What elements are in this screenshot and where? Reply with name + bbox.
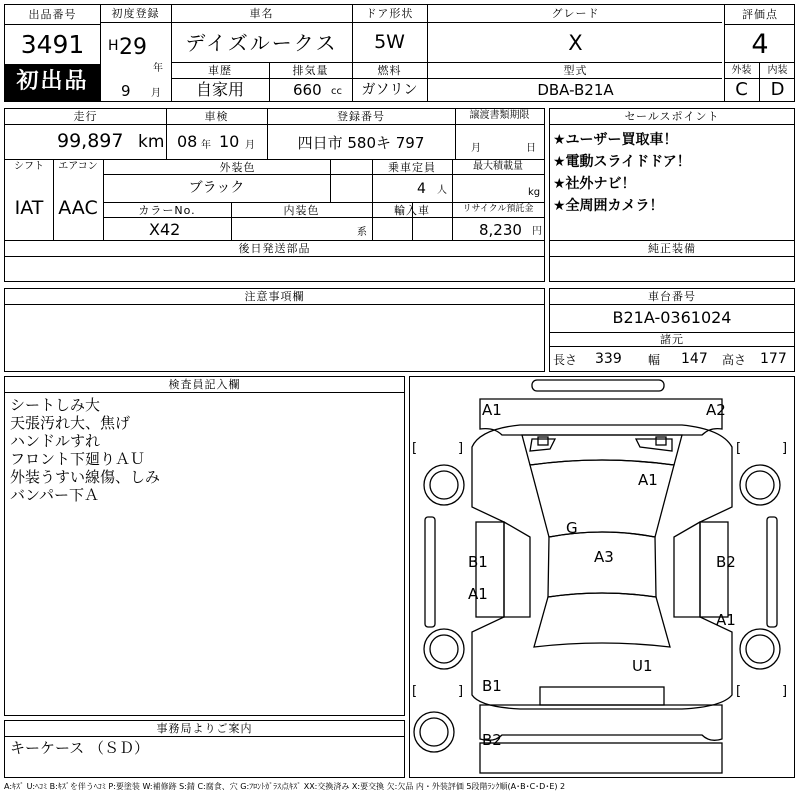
type-label: 型式 [563,64,588,77]
color-label: 外装色 [219,161,256,174]
interior-label: 内装 [767,65,788,76]
height-value: 177 [760,351,787,367]
later-parts-block [4,240,545,282]
damage-mark: B1 [482,677,502,695]
inspector-line-4: フロント下廻りＡＵ [10,450,146,468]
door-value: 5W [374,31,405,53]
bracket-mark: [ [412,441,418,456]
plate-label: 登録番号 [337,110,385,123]
color-no-label: カラーNo. [138,204,196,217]
fuel-value: ガソリン [361,82,418,98]
header-block [4,4,795,102]
capacity-value: 4 [417,181,426,197]
chassis-block [549,288,795,372]
transfer-day-unit: 日 [526,143,536,154]
notes-label: 注意事項欄 [244,290,305,303]
bracket-mark: [ [736,684,742,699]
load-unit: kg [528,187,541,198]
history-value: 自家用 [195,80,244,99]
displacement-label: 排気量 [292,64,329,77]
damage-mark: A1 [638,471,658,489]
damage-mark: A1 [716,611,736,629]
inspection-month-unit: 月 [245,140,255,151]
bracket-mark: [ [736,441,742,456]
recycle-unit: 円 [532,226,542,237]
genuine-label: 純正装備 [648,242,696,255]
displacement-value: 660 [293,81,322,99]
interior-color-unit: 系 [357,227,367,238]
bracket-mark: ] [782,684,788,699]
car-diagram-block [409,376,795,778]
width-label: 幅 [648,353,661,367]
inspector-line-2: 天張汚れ大、焦げ [10,414,131,432]
plate-value: 四日市 580キ 797 [297,134,425,152]
first-listing-badge: 初出品 [16,69,89,94]
spec-label: 諸元 [660,333,684,346]
damage-mark: U1 [632,657,653,675]
bracket-mark: ] [458,441,464,456]
bracket-mark: ] [782,441,788,456]
inspection-label: 車検 [204,110,229,123]
sales-point-1: ★ユーザー買取車！ [553,132,678,148]
inspector-line-3: ハンドルすれ [10,432,101,450]
score-value: 4 [751,29,769,60]
width-value: 147 [681,351,708,367]
grade-value: X [568,31,583,55]
capacity-label: 乗車定員 [388,161,436,174]
import-label: 輸入車 [394,204,430,217]
notes-block [4,288,545,372]
shift-label: シフト [14,161,44,172]
genuine-equipment-block [549,240,795,282]
damage-mark: A1 [482,401,502,419]
sales-point-2: ★電動スライドドア！ [553,154,691,170]
exterior-grade: C [735,79,748,100]
inspection-month: 10 [219,132,240,151]
ac-value: AAC [58,197,98,219]
interior-color-label: 内装色 [283,204,320,217]
color-value: ブラック [188,180,245,196]
vehicle-details-block [4,108,545,242]
model-name: デイズルークス [185,31,338,55]
interior-grade: D [770,79,785,100]
damage-mark: A2 [706,401,726,419]
damage-mark: A1 [468,585,488,603]
lot-number: 3491 [20,30,85,59]
type-value: DBA-B21A [537,81,614,99]
car-damage-diagram [410,377,794,777]
exterior-label: 外装 [731,65,752,76]
chassis-number: B21A-0361024 [612,308,732,327]
bracket-mark: [ [412,684,418,699]
load-label: 最大積載量 [473,161,523,172]
inspector-label: 検査員記入欄 [168,378,241,391]
length-label: 長さ [553,353,578,367]
score-label: 評価点 [742,8,778,21]
era-prefix: H [108,38,119,54]
lot-label: 出品番号 [28,8,77,21]
office-block [4,720,405,778]
mileage-unit: km [138,132,165,152]
capacity-unit: 人 [437,185,447,196]
inspector-line-6: バンパー下Ａ [10,486,99,504]
later-parts-label: 後日発送部品 [238,242,311,255]
first-reg-label: 初度登録 [111,7,160,20]
year-unit: 年 [153,63,163,74]
height-label: 高さ [722,353,747,367]
first-reg-year: 29 [119,35,147,60]
damage-mark: B2 [716,553,736,571]
inspection-year: 08 [177,132,198,151]
grade-label: グレード [551,7,600,20]
damage-mark: A3 [594,548,614,566]
fuel-label: 燃料 [377,64,402,77]
damage-mark: B1 [468,553,488,571]
inspector-block [4,376,405,716]
sales-point-3: ★社外ナビ！ [553,176,636,192]
legend-text: A:ｷｽﾞ U:ﾍｺﾐ B:ｷｽﾞを伴うﾍｺﾐ P:要塗装 W:補修跡 S:錆 C:腐食、穴 G:ﾌﾛﾝﾄｶﾞﾗｽ点ｷｽﾞ XX:交換済み X:要交換 欠:欠品 内・外装評価 5段階ﾗﾝｸ順(A･B･C･D･E) 2 [4,782,566,791]
month-unit: 月 [151,88,161,99]
displacement-unit: cc [331,86,342,97]
shift-value: IAT [14,197,44,219]
inspector-line-1: シートしみ大 [10,396,101,414]
inspection-year-unit: 年 [201,140,211,151]
color-no-value: X42 [149,220,181,239]
office-text: キーケース （ＳＤ） [10,739,150,757]
recycle-label: リサイクル預託金 [462,204,534,214]
first-reg-month: 9 [121,82,131,100]
office-label: 事務局よりご案内 [156,722,253,735]
history-label: 車歴 [208,64,232,77]
inspector-line-5: 外装うすい線傷、しみ [10,468,161,486]
transfer-label: 譲渡書類期限 [469,110,530,121]
sales-point-4: ★全周囲カメラ！ [553,198,664,214]
sales-points-block [549,108,795,242]
sales-points-label: セールスポイント [624,110,720,123]
bracket-mark: ] [458,684,464,699]
mileage-label: 走行 [73,110,98,123]
mileage-value: 99,897 [57,130,124,152]
door-label: ドア形状 [365,7,414,20]
length-value: 339 [595,351,622,367]
model-label: 車名 [249,7,274,20]
chassis-label: 車台番号 [648,290,696,303]
recycle-value: 8,230 [479,221,522,239]
ac-label: エアコン [58,161,98,172]
transfer-month-unit: 月 [471,143,481,154]
damage-mark: B2 [482,731,502,749]
damage-mark: G [566,519,578,537]
